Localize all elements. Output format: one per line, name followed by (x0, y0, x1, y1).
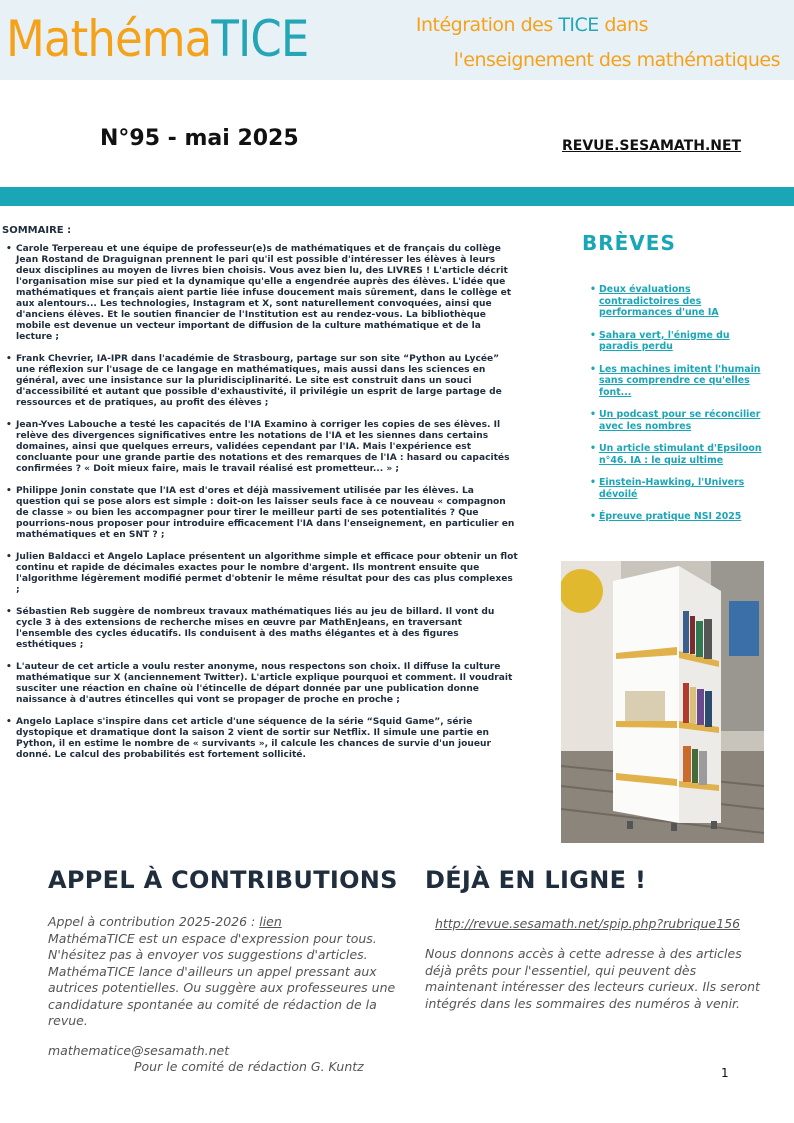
breves-title: BRÈVES (582, 231, 676, 255)
logo-tice: TICE (211, 10, 309, 68)
deja-body: Nous donnons accès à cette adresse à des articles déjà prêts pour l'essentiel, qui peuvent dès maintenant intéresser des lecteurs curieux. Ils seront intégrés dans les sommaires des numéros à venir. (425, 946, 760, 1011)
breves-list (590, 284, 762, 534)
breve-link[interactable]: Épreuve pratique NSI 2025 (599, 511, 742, 522)
breve-item[interactable] (590, 364, 762, 399)
appel-body: MathémaTICE est un espace d'expression pour tous. N'hésitez pas à envoyer vos suggestions d'articles. MathémaTICE lance d'ailleurs un appel pressant aux autrices potentielles. Ou suggère aux professeures une candidature spontanée au comité de rédaction de la revue. (48, 930, 396, 1028)
breve-item[interactable] (590, 330, 762, 353)
breve-item[interactable] (590, 284, 762, 319)
appel-line: Appel à contribution 2025-2026 : lien (48, 914, 282, 929)
issue-number: N°95 - mai 2025 (100, 126, 299, 151)
appel-title: APPEL À CONTRIBUTIONS (48, 866, 398, 894)
sommaire-item: • L'auteur de cet article a voulu rester anonyme, nous respectons son choix. Il diffuse la culture mathématique sur X (anciennement Twitter). L'article explique pourquoi et comment. Il voudrait susciter une réaction en chaîne où l'étincelle de départ donnée par une publication donne naissance à d'autres étincelles qui vont se propager de proche en proche ; (2, 662, 518, 706)
bookshelf-illustration (561, 561, 764, 843)
logo-mathema: Mathéma (6, 10, 212, 68)
sommaire-item: • Sébastien Reb suggère de nombreux travaux mathématiques liés au jeu de billard. Il vont du cycle 3 à des extensions de recherche mises en œuvre par MathEnJeans, en traversant l'ensemble des cycles éducatifs. Ils conduisent à des maths élégantes et à des figures esthétiques ; (2, 607, 518, 651)
page-number: 1 (721, 1066, 729, 1080)
sommaire-title: SOMMAIRE : (2, 225, 72, 236)
deja-title: DÉJÀ EN LIGNE ! (425, 866, 647, 894)
contact-email[interactable]: mathematice@sesamath.net (48, 1043, 230, 1058)
breve-link[interactable]: Les machines imitent l'humain sans comprendre ce qu'elles font... (599, 363, 761, 398)
bookshelf-photo (561, 561, 764, 843)
sommaire-item: • Angelo Laplace s'inspire dans cet article d'une séquence de la série “Squid Game”, série dystopique et dramatique dont la saison 2 vient de sortir sur Netflix. Il simule une partie en Python, il en estime le nombre de « survivants », il calcule les chances de survie d'un joueur donné. Le calcul des probabilités est fortement sollicité. (2, 717, 518, 761)
breve-link[interactable]: Un podcast pour se réconcilier avec les nombres (599, 409, 761, 432)
signature: Pour le comité de rédaction G. Kuntz (134, 1059, 364, 1074)
breve-link[interactable]: Einstein-Hawking, l'Univers dévoilé (599, 477, 745, 500)
appel-block (48, 914, 398, 1030)
breve-item[interactable] (590, 409, 762, 432)
deja-url-link[interactable]: http://revue.sesamath.net/spip.php?rubrique156 (435, 916, 741, 931)
sommaire-item: • Philippe Jonin constate que l'IA est d'ores et déjà massivement utilisée par les élèves. La question qui se pose alors est simple : doit-on les laisser seuls face à ce nouveau « compagnon de classe » ou bien les accompagner pour tirer le meilleur parti de ses potentialités ? Que pourrions-nous proposer pour introduire efficacement l'IA dans l'enseignement, en particulier en mathématiques et en SNT ? ; (2, 486, 518, 541)
sommaire-list (2, 244, 518, 772)
tagline-line-2: l'enseignement des mathématiques (453, 49, 780, 71)
sommaire-item: • Jean-Yves Labouche a testé les capacités de l'IA Examino à corriger les copies de ses élèves. Il relève des divergences significatives entre les notations de l'IA et les siennes dans certains domaines, ainsi que quelques erreurs, validées cependant par l'IA. Mais l'expérience est concluante pour une grande partie des notations et des remarques de l'IA : hasard ou capacités confirmées ? « Doit mieux faire, mais le travail réalisé est prometteur... » ; (2, 420, 518, 475)
logo (6, 4, 308, 74)
breve-link[interactable]: Sahara vert, l'énigme du paradis perdu (599, 329, 730, 352)
breve-link[interactable]: Un article stimulant d'Epsiloon n°46. IA : le quiz ultime (599, 443, 762, 466)
sommaire-item: • Julien Baldacci et Angelo Laplace présentent un algorithme simple et efficace pour obtenir un flot continu et rapide de décimales exactes pour le nombre d'argent. Ils montrent ensuite que l'algorithme légèrement modifié permet d'obtenir le même résultat pour des cas plus complexes ; (2, 552, 518, 596)
breve-link[interactable]: Deux évaluations contradictoires des performances d'une IA (599, 284, 719, 318)
breve-item[interactable] (590, 443, 762, 466)
appel-link[interactable]: lien (259, 914, 282, 929)
sommaire-item: • Carole Terpereau et une équipe de professeur(e)s de mathématiques et de français du collège Jean Rostand de Draguignan prennent le pari qu'il est possible d'intéresser les élèves à leurs deux disciplines au moyen de livres bien choisis. Vous avez bien lu, des LIVRES ! L'article décrit l'organisation mise sur pied et la dynamique qu'elle a engendrée auprès des élèves. L'idée que mathématiques et français aient partie liée infuse doucement mais sûrement, dans le collège et aux alentours... Les technologies, Instagram et X, sont naturellement convoquées, ainsi que d'anciens élèves. Et le soutien financier de l'Institution est au rendez-vous. La bibliothèque mobile est devenue un vecteur important de diffusion de la culture mathématique et de la lecture ; (2, 244, 518, 343)
divider-bar (0, 187, 794, 206)
tagline-line-1: Intégration des TICE dans (415, 14, 648, 36)
breve-item[interactable] (590, 511, 762, 523)
sommaire-item: • Frank Chevrier, IA-IPR dans l'académie de Strasbourg, partage sur son site “Python au Lycée” une réflexion sur l'usage de ce langage en mathématiques, mais aussi dans les sciences en général, avec une insistance sur la pluridisciplinarité. Le site est construit dans un souci d'accessibilité et autant que possible d'exhaustivité, il privilégie un esprit de large partage de ressources et de pratiques, au profit des élèves ; (2, 354, 518, 409)
site-link[interactable]: REVUE.SESAMATH.NET (562, 138, 742, 154)
breve-item[interactable] (590, 477, 762, 500)
header-banner (0, 0, 794, 80)
